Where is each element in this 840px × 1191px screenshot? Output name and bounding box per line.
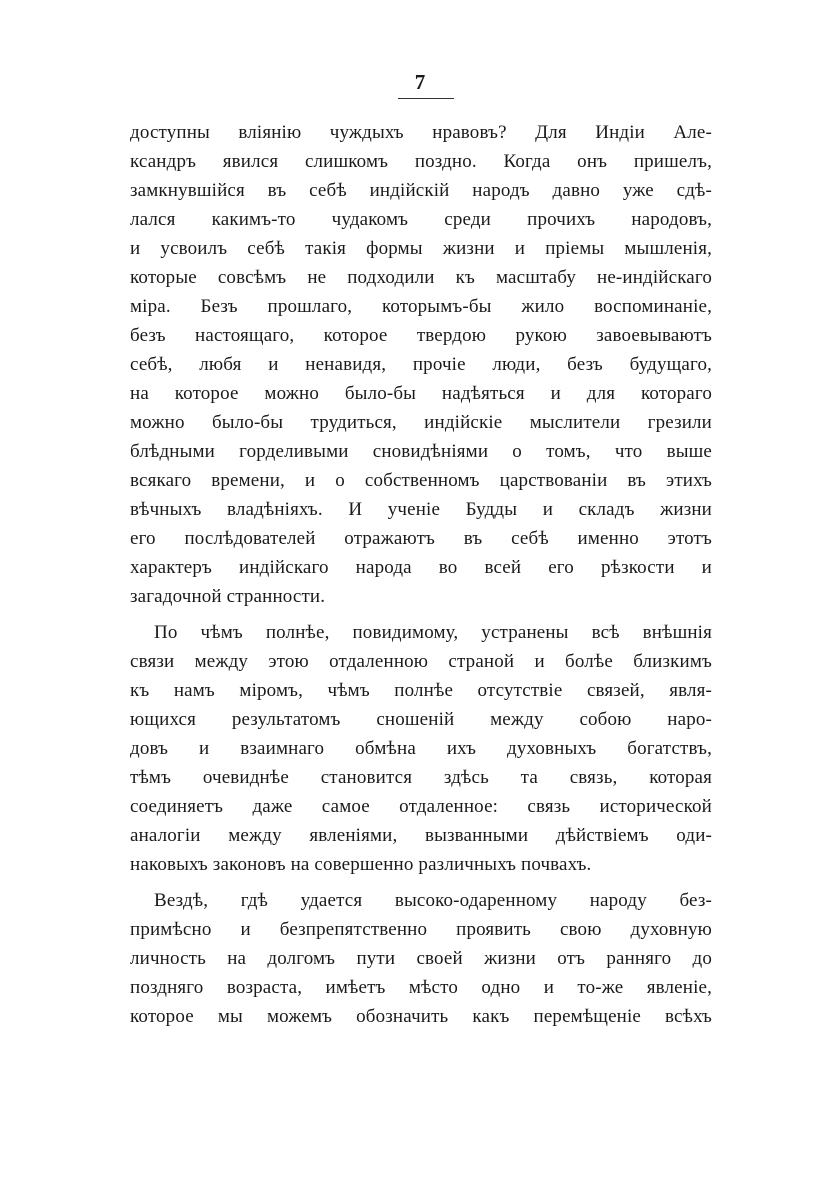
text-line: его послѣдователей отражаютъ въ себѣ именно этотъ bbox=[130, 528, 712, 549]
text-line: По чѣмъ полнѣе, повидимому, устранены всѣ внѣшнія bbox=[154, 622, 712, 643]
text-line: загадочной странности. bbox=[130, 586, 326, 607]
paragraph-1 bbox=[130, 118, 712, 611]
text-line: соединяетъ даже самое отдаленное: связь исторической bbox=[130, 796, 712, 817]
text-line: личность на долгомъ пути своей жизни отъ ранняго до bbox=[130, 948, 712, 969]
text-line: ксандръ явился слишкомъ поздно. Когда онъ пришелъ, bbox=[130, 151, 712, 172]
text-line: наковыхъ законовъ на совершенно различныхъ почвахъ. bbox=[130, 854, 592, 875]
text-line: доступны вліянію чуждыхъ нравовъ? Для Индіи Але- bbox=[130, 122, 712, 143]
text-line: связи между этою отдаленною страной и болѣе близкимъ bbox=[130, 651, 712, 672]
page-number: 7 bbox=[414, 70, 426, 94]
text-line: аналогіи между явленіями, вызванными дѣйствіемъ оди- bbox=[130, 825, 712, 846]
text-line: вѣчныхъ владѣніяхъ. И ученіе Будды и складъ жизни bbox=[130, 499, 712, 520]
text-line: поздняго возраста, имѣетъ мѣсто одно и то-же явленіе, bbox=[130, 977, 712, 998]
text-line: всякаго времени, и о собственномъ царствованіи въ этихъ bbox=[130, 470, 712, 491]
paragraph-gap bbox=[130, 611, 712, 618]
text-line: и усвоилъ себѣ такія формы жизни и пріемы мышленія, bbox=[130, 238, 712, 259]
text-line: Вездѣ, гдѣ удается высоко-одаренному народу без- bbox=[154, 890, 712, 911]
text-line: тѣмъ очевиднѣе становится здѣсь та связь, которая bbox=[130, 767, 712, 788]
paragraph-2 bbox=[130, 618, 712, 879]
text-line: характеръ индійскаго народа во всей его рѣзкости и bbox=[130, 557, 712, 578]
text-line: блѣдными горделивыми сновидѣніями о томъ, что выше bbox=[130, 441, 712, 462]
text-line: которые совсѣмъ не подходили къ масштабу не-индійскаго bbox=[130, 267, 712, 288]
text-line: міра. Безъ прошлаго, которымъ-бы жило воспоминаніе, bbox=[130, 296, 712, 317]
text-line: себѣ, любя и ненавидя, прочіе люди, безъ будущаго, bbox=[130, 354, 712, 375]
paragraph-3 bbox=[130, 886, 712, 1031]
text-line: замкнувшійся въ себѣ индійскій народъ давно уже сдѣ- bbox=[130, 180, 712, 201]
text-line: довъ и взаимнаго обмѣна ихъ духовныхъ богатствъ, bbox=[130, 738, 712, 759]
text-line: безъ настоящаго, которое твердою рукою завоевываютъ bbox=[130, 325, 712, 346]
text-line: примѣсно и безпрепятственно проявить свою духовную bbox=[130, 919, 712, 940]
paragraph-gap bbox=[130, 879, 712, 886]
text-line: лался какимъ-то чудакомъ среди прочихъ народовъ, bbox=[130, 209, 712, 230]
text-line: которое мы можемъ обозначить какъ перемѣщеніе всѣхъ bbox=[130, 1006, 712, 1027]
text-line: на которое можно было-бы надѣяться и для котораго bbox=[130, 383, 712, 404]
body-text bbox=[130, 118, 712, 1031]
text-line: ющихся результатомъ сношеній между собою наро- bbox=[130, 709, 712, 730]
text-line: къ намъ міромъ, чѣмъ полнѣе отсутствіе связей, явля- bbox=[130, 680, 712, 701]
page-number-rule bbox=[398, 98, 454, 99]
text-line: можно было-бы трудиться, индійскіе мыслители грезили bbox=[130, 412, 712, 433]
